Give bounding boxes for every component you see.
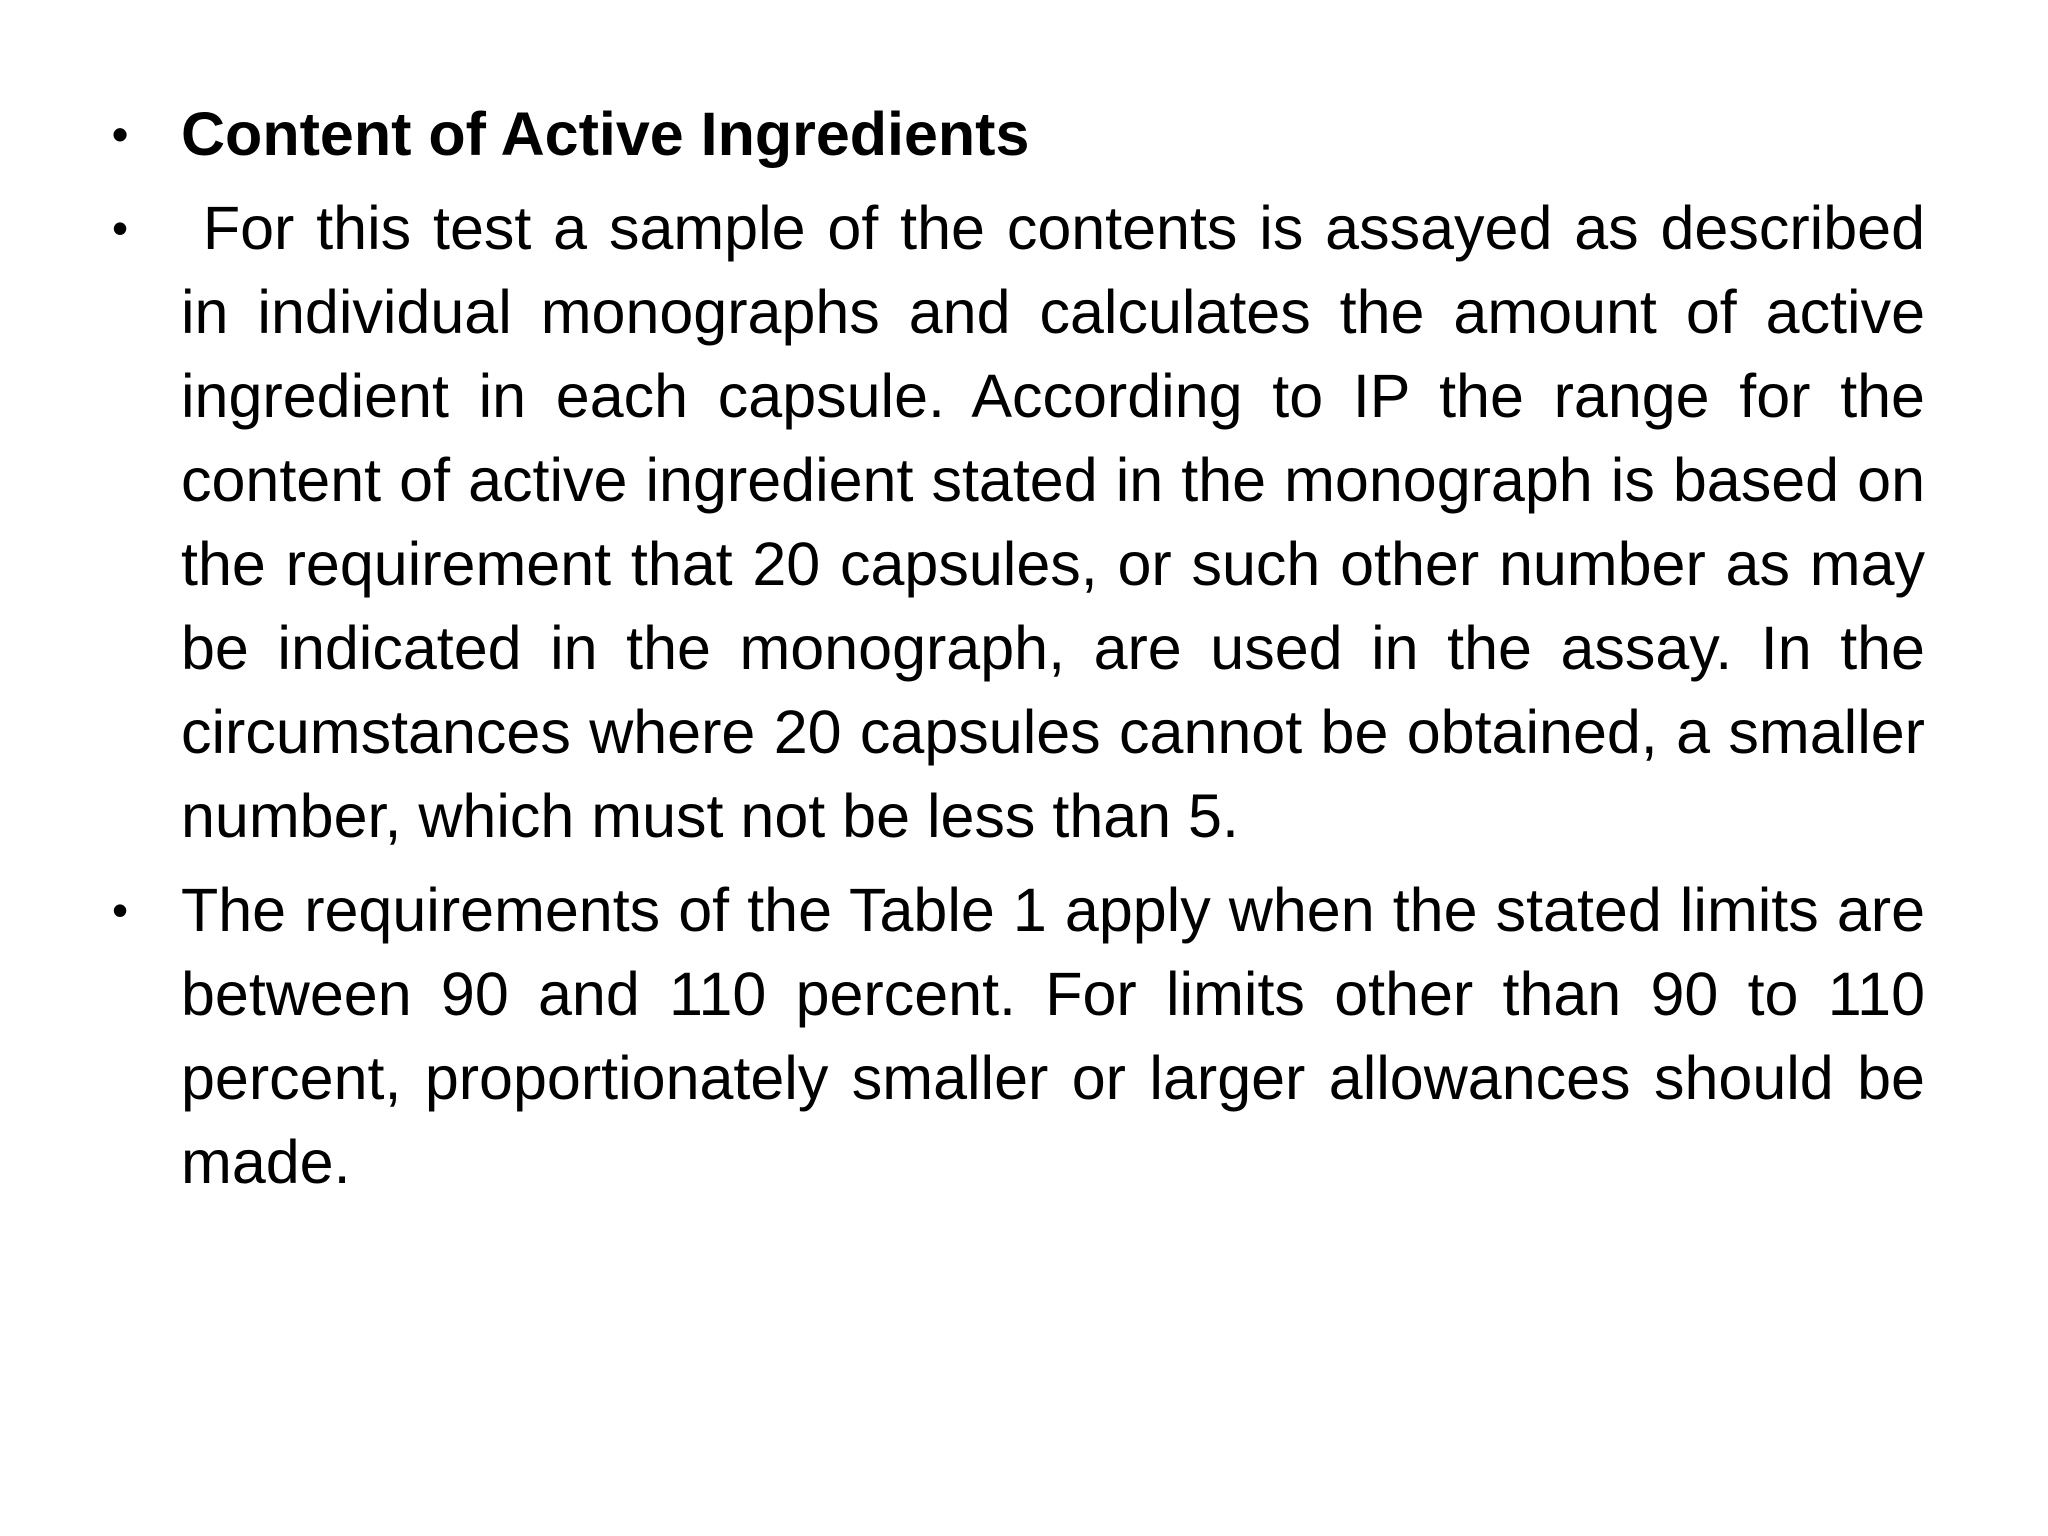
assay-description-text: For this test a sample of the contents is assayed as described in individual monographs and calculates the amount of active ingredient in each capsule. According to IP the range for the content of active ingredient stated in the monograph is based on the requirement that 20 capsules, or such other number as may be indicated in the monograph, are used in the assay. In the circumstances where 20 capsules cannot be obtained, a smaller number, which must not be less than 5. [181, 194, 1942, 850]
bullet-item-heading [100, 92, 1925, 176]
bullet-dot-icon: • [111, 202, 129, 254]
section-heading: Content of Active Ingredients [181, 100, 1030, 168]
bullet-dot-icon: • [111, 108, 129, 160]
bullet-item-table-requirements [100, 868, 1925, 1204]
bullet-dot-icon: • [111, 884, 129, 936]
bullet-item-assay-description [100, 186, 1942, 858]
table-requirements-text: The requirements of the Table 1 apply when the stated limits are between 90 and 110 percent. For limits other than 90 to 110 percent, proportionately smaller or larger allowances should be made. [181, 876, 1925, 1196]
bullet-list [100, 92, 1942, 1214]
